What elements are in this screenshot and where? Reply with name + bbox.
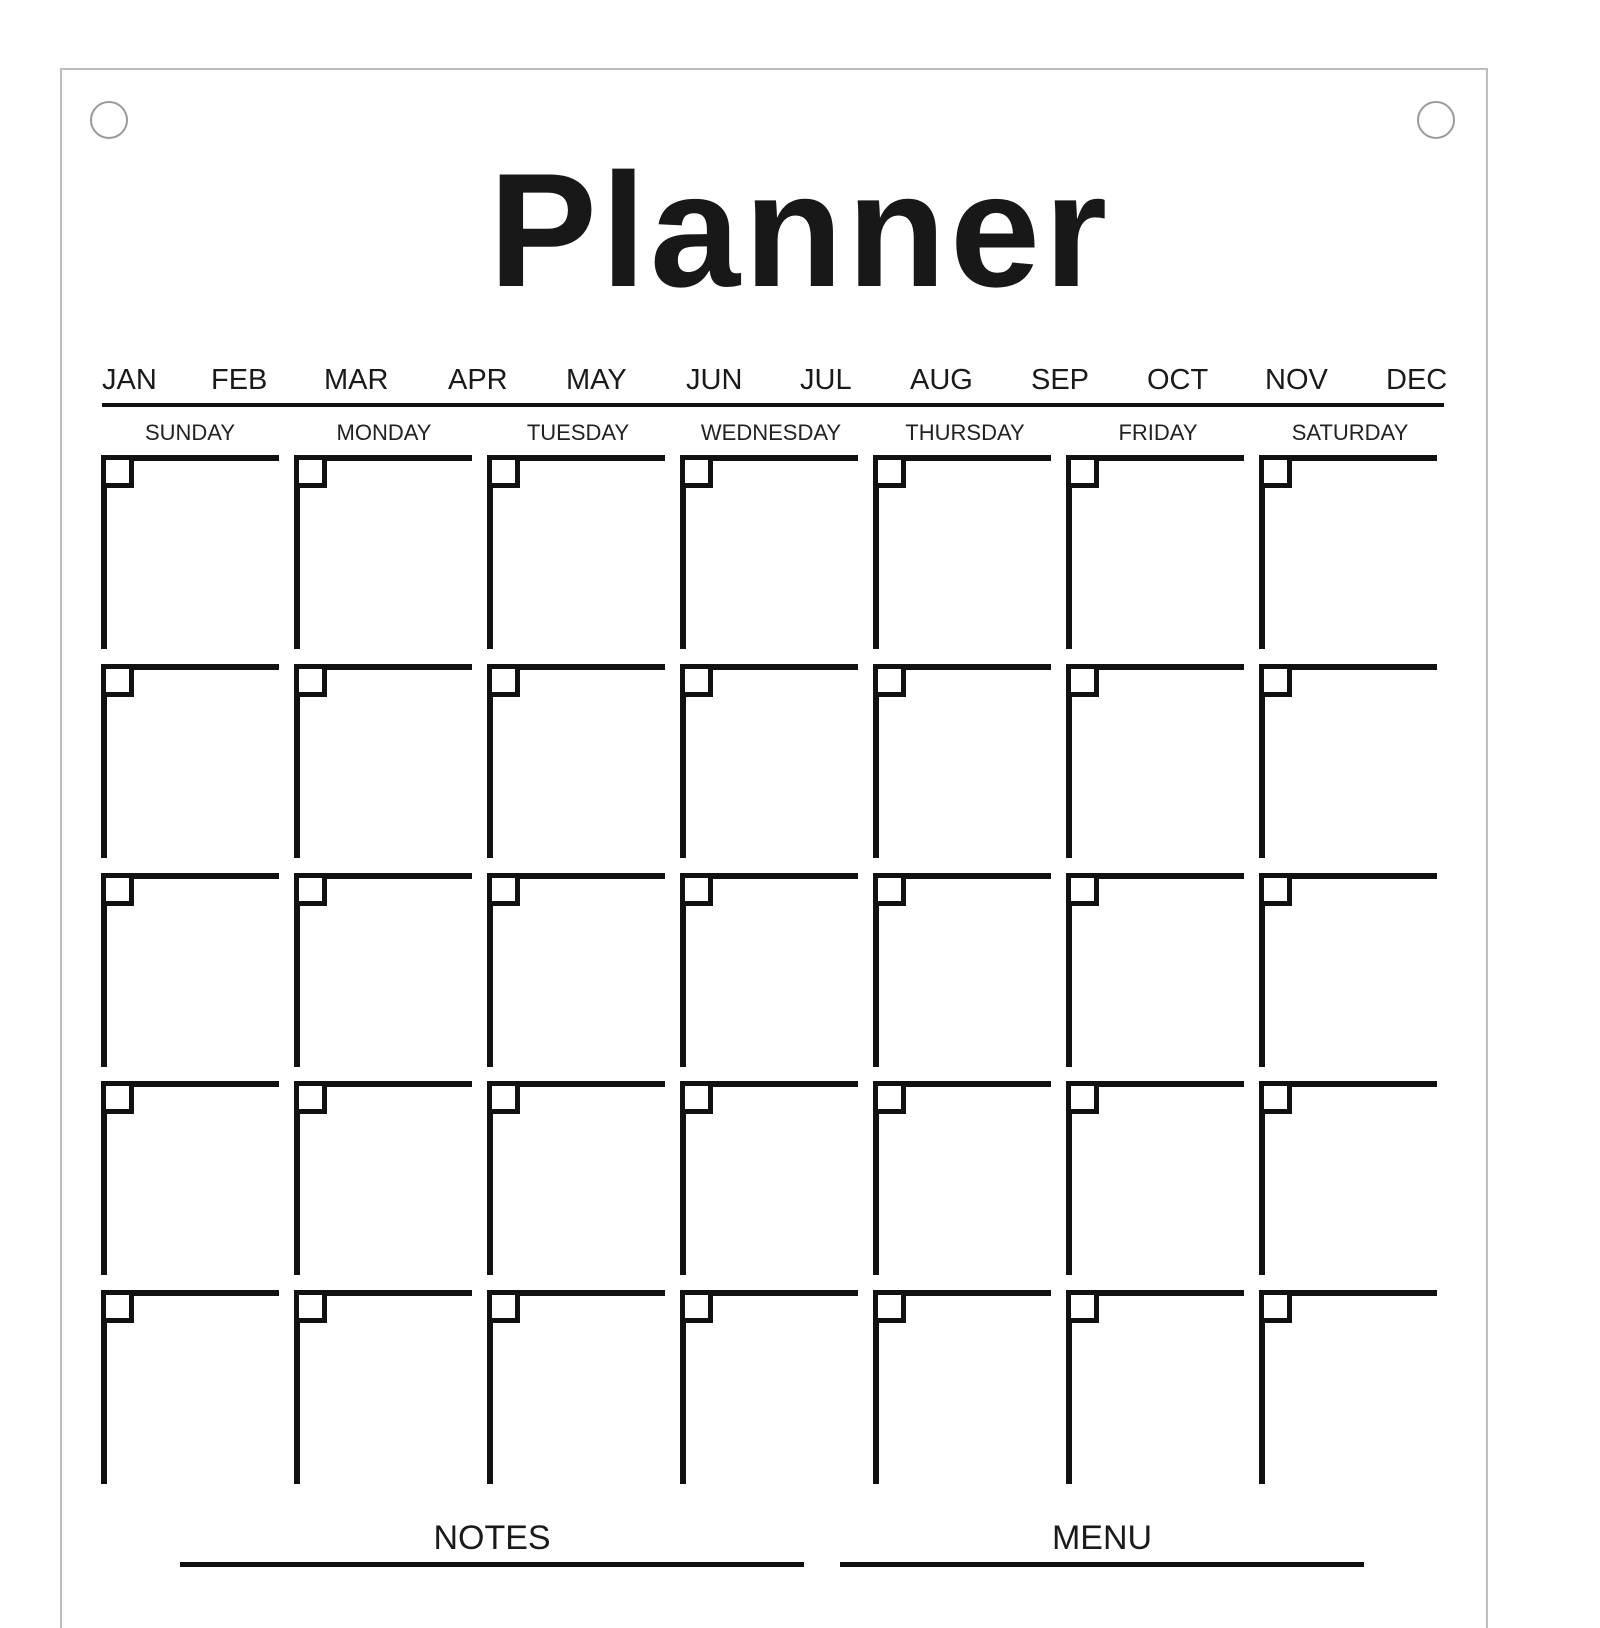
- day-cell[interactable]: [873, 1081, 1053, 1275]
- day-cell[interactable]: [487, 873, 667, 1067]
- day-cell[interactable]: [1066, 664, 1246, 858]
- day-cell[interactable]: [873, 1290, 1053, 1484]
- date-number-box[interactable]: [1066, 664, 1099, 697]
- day-cell[interactable]: [680, 1290, 860, 1484]
- month-feb: FEB: [211, 364, 268, 396]
- notes-line: [180, 1562, 804, 1567]
- date-number-box[interactable]: [1066, 873, 1099, 906]
- date-number-box[interactable]: [1259, 1081, 1292, 1114]
- day-cell[interactable]: [1259, 664, 1439, 858]
- day-cell[interactable]: [101, 1081, 281, 1275]
- day-cell[interactable]: [873, 873, 1053, 1067]
- day-cell[interactable]: [294, 664, 474, 858]
- day-cell[interactable]: [680, 664, 860, 858]
- weekday-friday: FRIDAY: [1118, 420, 1198, 445]
- date-number-box[interactable]: [101, 1290, 134, 1323]
- month-oct: OCT: [1147, 364, 1209, 396]
- date-number-box[interactable]: [294, 664, 327, 697]
- date-number-box[interactable]: [101, 1081, 134, 1114]
- date-number-box[interactable]: [1066, 1290, 1099, 1323]
- day-cell[interactable]: [101, 664, 281, 858]
- day-cell[interactable]: [680, 1081, 860, 1275]
- date-number-box[interactable]: [1259, 1290, 1292, 1323]
- date-number-box[interactable]: [873, 455, 906, 488]
- month-may: MAY: [566, 364, 627, 396]
- weekday-sunday: SUNDAY: [144, 420, 236, 445]
- day-cell[interactable]: [1066, 873, 1246, 1067]
- date-number-box[interactable]: [873, 1081, 906, 1114]
- day-cell[interactable]: [101, 1290, 281, 1484]
- weekday-monday: MONDAY: [336, 420, 432, 445]
- day-cell[interactable]: [1066, 1290, 1246, 1484]
- day-cell[interactable]: [873, 664, 1053, 858]
- day-cell[interactable]: [873, 455, 1053, 649]
- weekday-wednesday: WEDNESDAY: [700, 420, 842, 445]
- month-nov: NOV: [1265, 364, 1328, 396]
- month-aug: AUG: [910, 364, 973, 396]
- day-cell[interactable]: [101, 873, 281, 1067]
- day-cell[interactable]: [680, 455, 860, 649]
- date-number-box[interactable]: [1259, 664, 1292, 697]
- date-number-box[interactable]: [294, 1290, 327, 1323]
- day-cell[interactable]: [294, 1290, 474, 1484]
- date-number-box[interactable]: [294, 873, 327, 906]
- date-number-box[interactable]: [680, 1081, 713, 1114]
- month-jul: JUL: [800, 364, 852, 396]
- date-number-box[interactable]: [294, 1081, 327, 1114]
- day-cell[interactable]: [487, 455, 667, 649]
- day-cell[interactable]: [1259, 1290, 1439, 1484]
- month-jun: JUN: [686, 364, 743, 396]
- day-cell[interactable]: [487, 1081, 667, 1275]
- date-number-box[interactable]: [1259, 455, 1292, 488]
- weekday-thursday: THURSDAY: [905, 420, 1025, 445]
- notes-label: NOTES: [433, 1519, 551, 1557]
- date-number-box[interactable]: [1066, 1081, 1099, 1114]
- date-number-box[interactable]: [487, 664, 520, 697]
- date-number-box[interactable]: [1066, 455, 1099, 488]
- day-cell[interactable]: [487, 664, 667, 858]
- menu-line: [840, 1562, 1364, 1567]
- day-cell[interactable]: [1066, 455, 1246, 649]
- date-number-box[interactable]: [680, 873, 713, 906]
- month-mar: MAR: [324, 364, 389, 396]
- day-cell[interactable]: [1066, 1081, 1246, 1275]
- day-cell[interactable]: [294, 873, 474, 1067]
- day-cell[interactable]: [1259, 1081, 1439, 1275]
- day-cell[interactable]: [101, 455, 281, 649]
- day-cell[interactable]: [1259, 873, 1439, 1067]
- month-jan: JAN: [102, 364, 157, 396]
- date-number-box[interactable]: [873, 873, 906, 906]
- day-cell[interactable]: [1259, 455, 1439, 649]
- day-cell[interactable]: [294, 455, 474, 649]
- date-number-box[interactable]: [680, 455, 713, 488]
- date-number-box[interactable]: [680, 1290, 713, 1323]
- month-sep: SEP: [1031, 364, 1090, 396]
- date-number-box[interactable]: [487, 873, 520, 906]
- month-apr: APR: [448, 364, 508, 396]
- date-number-box[interactable]: [487, 455, 520, 488]
- date-number-box[interactable]: [873, 1290, 906, 1323]
- day-cell[interactable]: [680, 873, 860, 1067]
- date-number-box[interactable]: [487, 1290, 520, 1323]
- day-cell[interactable]: [487, 1290, 667, 1484]
- date-number-box[interactable]: [101, 455, 134, 488]
- date-number-box[interactable]: [1259, 873, 1292, 906]
- planner-title: Planner: [488, 140, 1112, 321]
- weekday-saturday: SATURDAY: [1291, 420, 1409, 445]
- month-dec: DEC: [1386, 364, 1448, 396]
- date-number-box[interactable]: [101, 664, 134, 697]
- date-number-box[interactable]: [101, 873, 134, 906]
- day-cell[interactable]: [294, 1081, 474, 1275]
- weekday-tuesday: TUESDAY: [526, 420, 630, 445]
- date-number-box[interactable]: [294, 455, 327, 488]
- date-number-box[interactable]: [680, 664, 713, 697]
- menu-label: MENU: [1051, 1519, 1153, 1557]
- date-number-box[interactable]: [487, 1081, 520, 1114]
- date-number-box[interactable]: [873, 664, 906, 697]
